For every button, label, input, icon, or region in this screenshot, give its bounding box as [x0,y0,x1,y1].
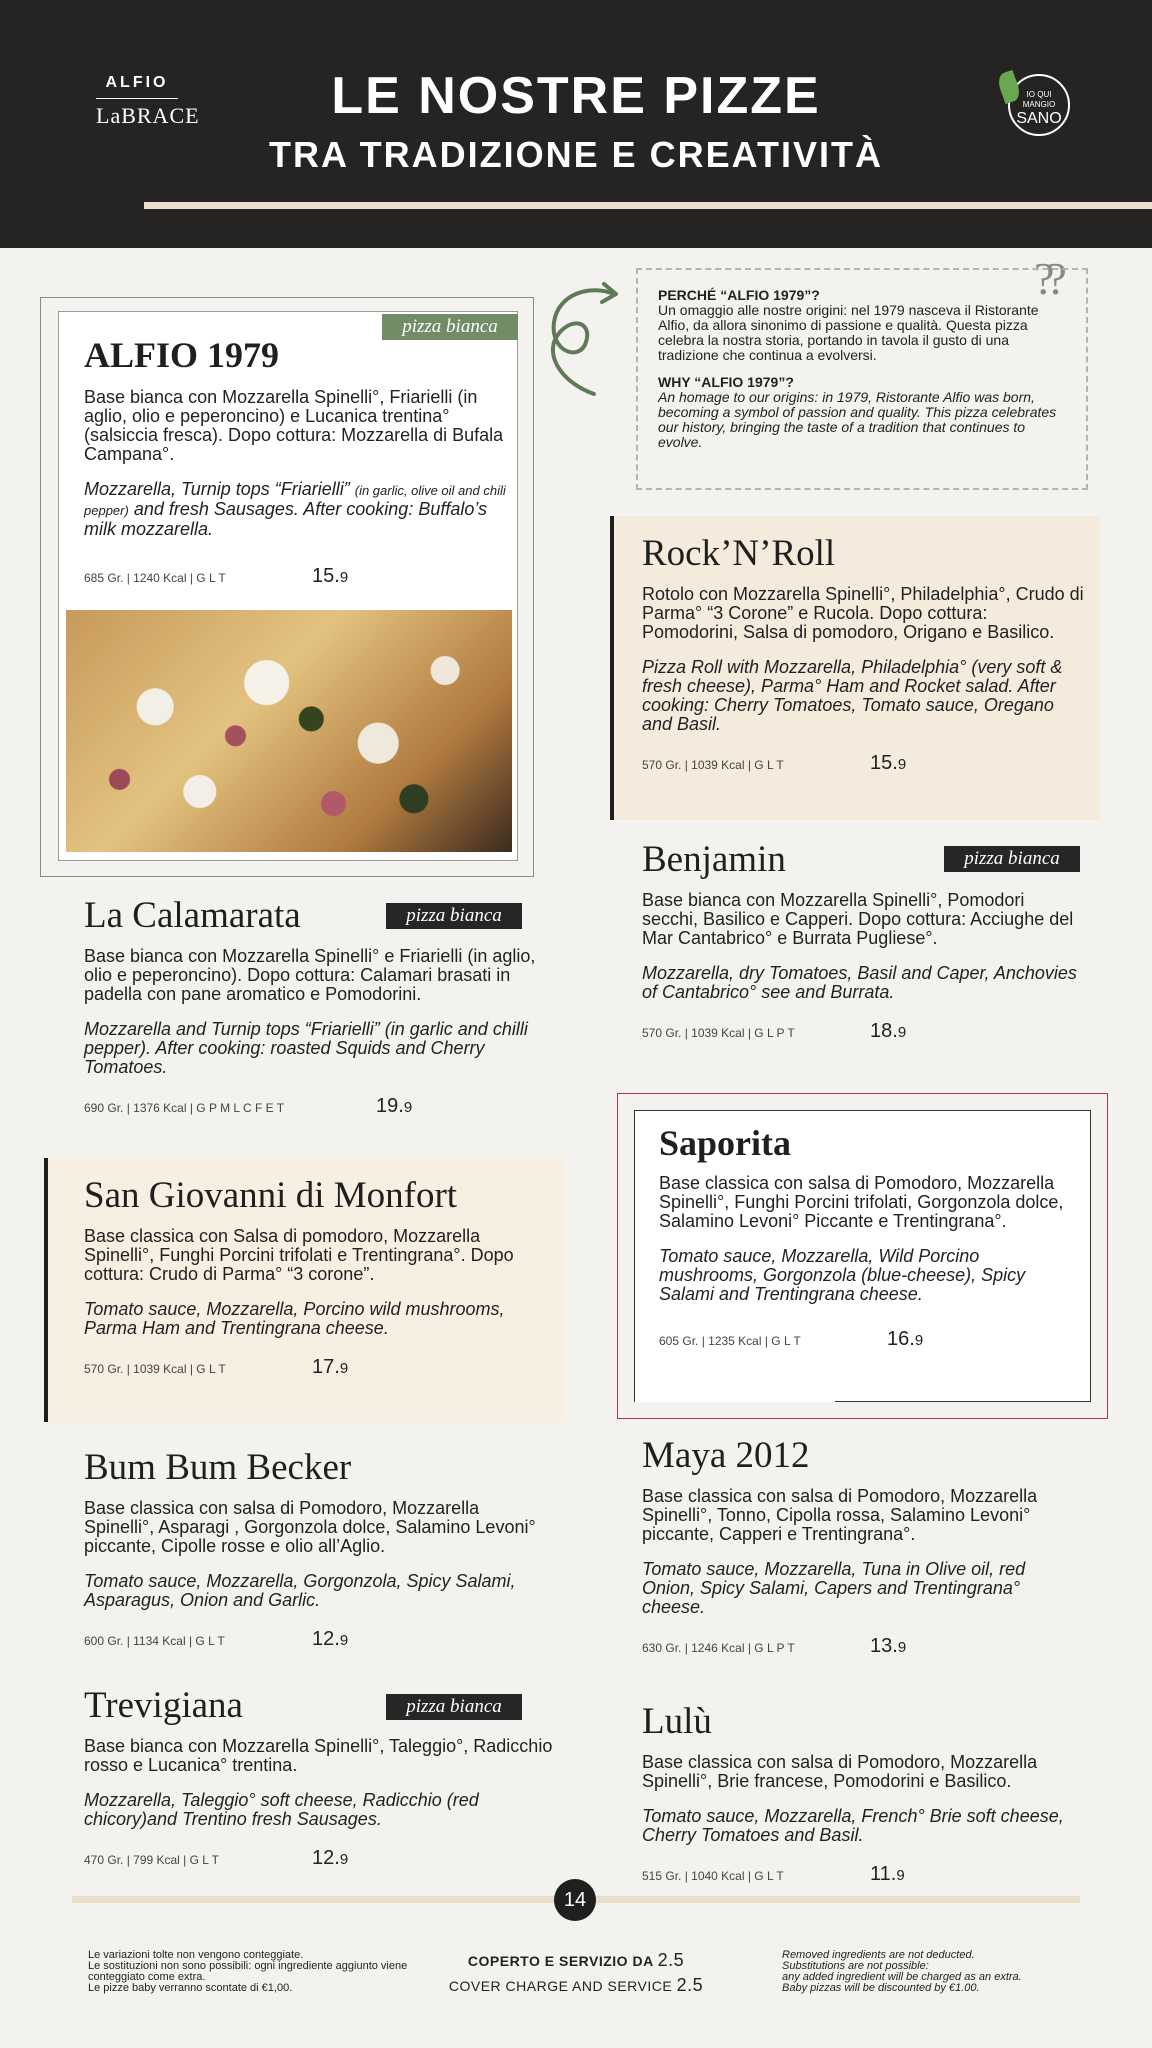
logo-top-text: ALFIO [105,74,169,91]
pizza-description-it: Base bianca con Mozzarella Spinelli° e Friarielli (in aglio, olio e peperoncino). Dopo cottura: Calamari brasati in padella con pane aromatico e Pomodorini. [84,945,536,1004]
pizza-name: La Calamarata [84,895,301,936]
page-number: 14 [554,1879,596,1921]
price-int: 18. [870,1019,898,1042]
pizza-description-en: Tomato sauce, Mozzarella, Tuna in Olive oil, red Onion, Spicy Salami, Capers and Trentingrana° cheese. [642,1558,1026,1617]
pizza-meta [84,1356,554,1379]
header-band [144,202,1152,209]
pizza-description-it: Rotolo con Mozzarella Spinelli°, Philadelphia°, Crudo di Parma° “3 Corone” e Rucola. Dopo cottura: Pomodorini, Salsa di pomodoro, Origano e Basilico. [642,583,1084,642]
logo-bottom-text: LaBRACE [96,103,200,128]
pizza-meta [642,1635,1082,1658]
pizza-price [870,1635,906,1658]
pizza-info: 570 Gr. | 1039 Kcal | G L T [84,1361,226,1376]
price-int: 11. [870,1862,897,1885]
desc-en-part1: Mozzarella, Turnip tops “Friarielli” [84,478,355,499]
pizza-description-en [84,480,524,539]
pizza-bianca-tag: pizza bianca [386,1694,522,1720]
pizza-info: 470 Gr. | 799 Kcal | G L T [84,1852,219,1867]
pizza-description-it: Base classica con salsa di Pomodoro, Mozzarella Spinelli°, Funghi Porcini trifolati, Gorgonzola dolce, Salamino Levoni° Piccante e Trentingrana°. [659,1172,1064,1231]
pizza-description-en: Mozzarella, Taleggio° soft cheese, Radicchio (red chicory)and Trentino fresh Sausages. [84,1789,479,1829]
pizza-name: Saporita [659,1123,792,1163]
question-marks-icon: ?? [1034,253,1059,304]
pizza-info: 570 Gr. | 1039 Kcal | G L T [642,757,784,772]
footer-note: Le sostituzioni non sono possibili: ogni ingrediente aggiunto viene conteggiato come extra. [88,1960,408,1983]
pizza-description-en: Tomato sauce, Mozzarella, French° Brie soft cheese, Cherry Tomatoes and Basil. [642,1805,1064,1845]
pizza-price [887,1328,923,1351]
pizza-trevigiana [84,1686,554,1870]
cover-charge [430,1950,722,1996]
price-dec: 9 [339,1850,349,1868]
pizza-benjamin [642,840,1082,1043]
pizza-description-it: Base classica con Salsa di pomodoro, Mozzarella Spinelli°, Funghi Porcini trifolati e Trentingrana°. Dopo cottura: Crudo di Parma° “3 corone”. [84,1225,514,1284]
why-alfio-box [636,268,1088,490]
pizza-bianca-tag: pizza bianca [944,846,1080,872]
price-dec: 9 [914,1331,924,1349]
cover-label-it: COPERTO E SERVIZIO DA [467,1953,658,1969]
pizza-meta [642,1020,1082,1043]
cover-price-en: 2.5 [676,1975,704,1995]
pizza-price [376,1095,412,1118]
pizza-description-it: Base bianca con Mozzarella Spinelli°, Taleggio°, Radicchio rosso e Lucanica° trentina. [84,1735,553,1775]
pizza-name: Maya 2012 [642,1435,810,1476]
pizza-info: 600 Gr. | 1134 Kcal | G L T [84,1633,225,1648]
footer-note: Le variazioni tolte non vengono conteggiate. [88,1949,304,1961]
pizza-meta [84,1847,554,1870]
pizza-description-it: Base classica con salsa di Pomodoro, Mozzarella Spinelli°, Brie francese, Pomodorini e Basilico. [642,1751,1038,1791]
pizza-price [312,1847,348,1870]
pizza-bianca-tag: pizza bianca [386,903,522,929]
pizza-price [870,1863,905,1886]
pizza-name: Bum Bum Becker [84,1447,352,1488]
pizza-alfio-1979 [84,336,524,588]
footer-note: Removed ingredients are not deducted. [782,1949,975,1961]
footer-notes-en [782,1950,1082,1994]
pizza-name: Lulù [642,1701,712,1742]
badge-line2: MANGIO [1022,100,1056,109]
badge-line1: IO QUI [1026,90,1052,99]
footer-note: Le pizze baby verranno scontate di €1,00. [88,1982,293,1994]
price-dec: 9 [897,1023,907,1041]
pizza-description-en: Tomato sauce, Mozzarella, Wild Porcino mushrooms, Gorgonzola (blue-cheese), Spicy Salami and Trentingrana cheese. [659,1245,1026,1304]
why-text-it: Un omaggio alle nostre origini: nel 1979 nasceva il Ristorante Alfio, da allora sinonimo di passione e qualità. Questa pizza celebra la nostra storia, portando in tavola il gusto di una tradizione che continua a evolversi. [658,302,1039,363]
why-heading-en: WHY “ALFIO 1979”? [658,374,794,390]
price-int: 19. [376,1094,404,1117]
price-dec: 9 [403,1098,413,1116]
curved-arrow-icon [540,282,640,402]
pizza-description-en: Tomato sauce, Mozzarella, Gorgonzola, Spicy Salami, Asparagus, Onion and Garlic. [84,1570,516,1610]
pizza-description-it: Base bianca con Mozzarella Spinelli°, Pomodori secchi, Basilico e Capperi. Dopo cottura: Acciughe del Mar Cantabrico° e Burrata Pugliese°. [642,889,1074,948]
pizza-maya-2012 [642,1436,1082,1658]
cover-charge-en [430,1975,722,1996]
pizza-description-it: Base classica con salsa di Pomodoro, Mozzarella Spinelli°, Asparagi , Gorgonzola dolce, Salamino Levoni° piccante, Cipolle rosse e olio all’Aglio. [84,1497,536,1556]
badge-line3: SANO [1016,110,1062,127]
pizza-name: San Giovanni di Monfort [84,1175,458,1216]
pizza-meta [659,1328,1079,1351]
footer-note: any added ingredient will be charged as an extra. [782,1971,1022,1983]
pizza-price [312,1628,348,1651]
price-dec: 9 [339,568,349,586]
pizza-description-it: Base bianca con Mozzarella Spinelli°, Friarielli (in aglio, olio e peperoncino) e Lucanica trentina° (salsiccia fresca). Dopo cottura: Mozzarella di Bufala Campana°. [84,386,504,464]
cover-price-it: 2.5 [657,1950,685,1970]
price-int: 12. [312,1846,340,1869]
price-dec: 9 [339,1359,349,1377]
price-int: 13. [870,1634,898,1657]
pizza-bum-bum-becker [84,1448,554,1651]
pizza-bianca-tag: pizza bianca [382,314,518,340]
menu-header [0,0,1152,248]
pizza-name: Benjamin [642,839,786,880]
pizza-price [870,752,906,775]
pizza-meta [642,752,1087,775]
footer-note: Baby pizzas will be discounted by €1.00. [782,1982,980,1994]
pizza-info: 605 Gr. | 1235 Kcal | G L T [659,1333,801,1348]
pizza-price [312,565,348,588]
pizza-lulu [642,1702,1112,1886]
price-int: 15. [312,564,340,587]
why-heading-it: PERCHÉ “ALFIO 1979”? [658,287,820,303]
price-int: 12. [312,1627,340,1650]
pizza-info: 570 Gr. | 1039 Kcal | G L P T [642,1025,795,1040]
pizza-description-en: Pizza Roll with Mozzarella, Philadelphia° (very soft & fresh cheese), Parma° Ham and Rocket salad. After cooking: Cherry Tomatoes, Tomato sauce, Oregano and Basil. [642,656,1063,734]
cover-charge-it [430,1950,722,1971]
pizza-meta [84,1095,562,1118]
pizza-price [870,1020,906,1043]
pizza-name: Trevigiana [84,1685,243,1726]
footer-note: Substitutions are not possible: [782,1960,929,1972]
pizza-meta [84,1628,554,1651]
pizza-description-en: Mozzarella and Turnip tops “Friarielli” (in garlic and chilli pepper). After cooking: roasted Squids and Cherry Tomatoes. [84,1018,528,1077]
price-int: 16. [887,1327,915,1350]
price-int: 17. [312,1355,340,1378]
desc-en-small: (in garlic, olive oil and chili pepper) [84,482,506,518]
pizza-san-giovanni-di-monfort [84,1176,554,1379]
page-subtitle: TRA TRADIZIONE E CREATIVITÀ [269,134,883,175]
price-dec: 9 [897,755,907,773]
pizza-description-en: Tomato sauce, Mozzarella, Porcino wild mushrooms, Parma Ham and Trentingrana cheese. [84,1298,505,1338]
pizza-info: 515 Gr. | 1040 Kcal | G L T [642,1868,784,1883]
desc-en-part2: and fresh Sausages. After cooking: Buffalo’s milk mozzarella. [84,498,488,539]
price-dec: 9 [339,1631,349,1649]
page-title: LE NOSTRE PIZZE [331,67,821,125]
healthy-badge [1008,74,1070,136]
pizza-name: Rock’N’Roll [642,533,836,574]
pizza-saporita [659,1124,1079,1351]
pizza-info: 690 Gr. | 1376 Kcal | G P M L C F E T [84,1100,285,1115]
pizza-meta [84,565,524,588]
pizza-info: 630 Gr. | 1246 Kcal | G L P T [642,1640,795,1655]
price-int: 15. [870,751,898,774]
why-text-en: An homage to our origins: in 1979, Ristorante Alfio was born, becoming a symbol of passion and quality. This pizza celebrates our history, bringing the taste of a tradition that continues to evolve. [658,389,1057,450]
pizza-name: ALFIO 1979 [84,335,280,375]
cover-label-en: COVER CHARGE AND SERVICE [448,1978,677,1994]
pizza-meta [642,1863,1112,1886]
pizza-rock-n-roll [642,534,1087,775]
pizza-description-it: Base classica con salsa di Pomodoro, Mozzarella Spinelli°, Tonno, Cipolla rossa, Salamino Levoni° piccante, Capperi e Trentingrana°. [642,1485,1038,1544]
footer-notes-it [88,1950,418,1994]
price-dec: 9 [897,1638,907,1656]
pizza-description-en: Mozzarella, dry Tomatoes, Basil and Caper, Anchovies of Cantabrico° see and Burrata. [642,962,1077,1002]
pizza-price [312,1356,348,1379]
pizza-photo [66,610,512,852]
price-dec: 9 [896,1866,905,1884]
pizza-info: 685 Gr. | 1240 Kcal | G L T [84,570,226,585]
pizza-la-calamarata [84,896,562,1118]
